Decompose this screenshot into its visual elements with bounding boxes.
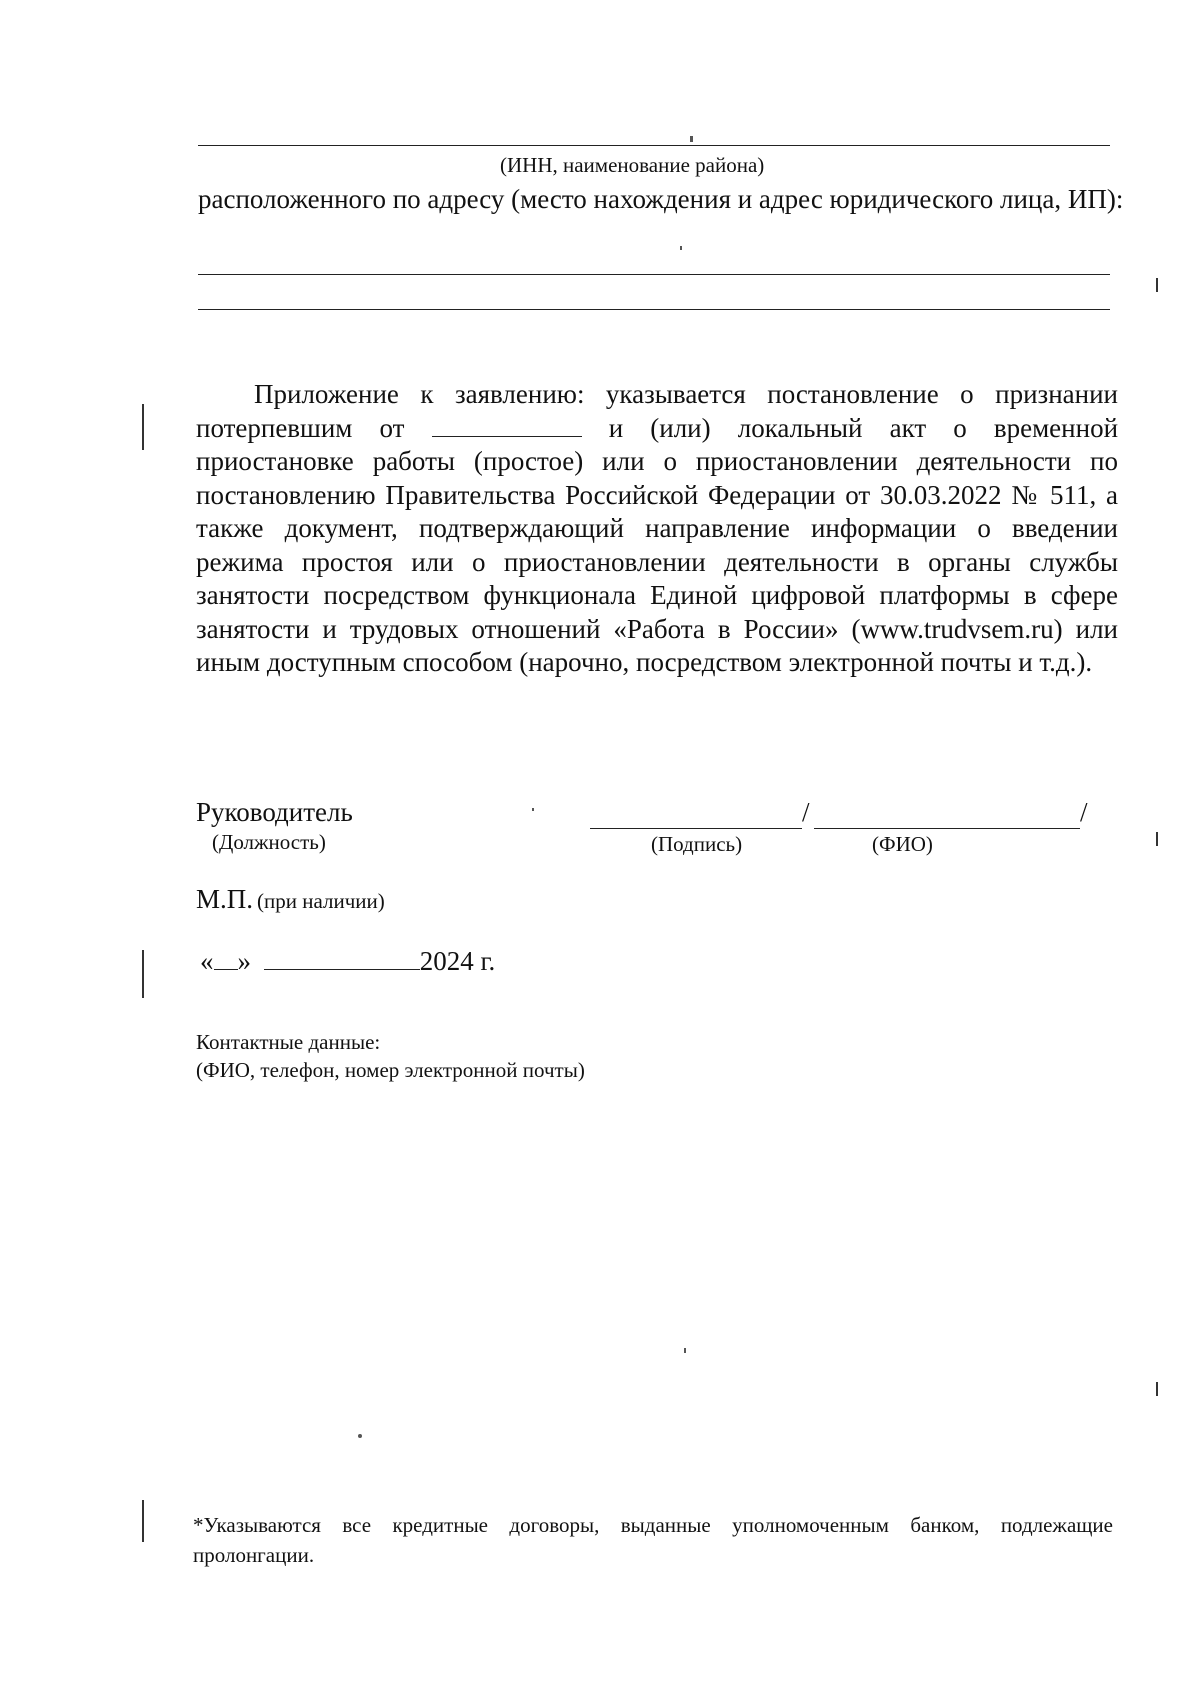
stamp-block xyxy=(196,884,385,915)
scan-speck xyxy=(358,1434,362,1438)
name-separator: / xyxy=(1080,797,1088,827)
scan-speck xyxy=(680,246,682,250)
footnote: *Указываются все кредитные договоры, выданные уполномоченным банком, подлежащие пролонгации. xyxy=(193,1513,1113,1567)
attachment-text-end: и (или) локальный акт о временной приостановке работы (простое) или о приостановлении деятельности по постановлению Правительства Российской Федерации от 30.03.2022 № 511, а также документ, подтверждающий направление информации о введении режима простоя или о приостановлении деятельности в органы службы занятости посредством функционала Единой цифровой платформы в сфере занятости и трудовых отношений «Работа в России» (www.trudvsem.ru) или иным доступным способом (нарочно, посредством электронной почты и т.д.). xyxy=(196,412,1119,677)
address-label: расположенного по адресу (место нахождения и адрес юридического лица, ИП): xyxy=(198,184,1124,214)
address-line-1 xyxy=(198,274,1110,275)
attachment-text-start: Приложение к заявлению: указывается постановление о признании потерпевшим от xyxy=(196,379,1118,443)
scan-edge-mark xyxy=(142,404,144,450)
position-label: Руководитель xyxy=(196,797,353,827)
scan-edge-mark xyxy=(1156,278,1158,292)
name-caption: (ФИО) xyxy=(872,832,933,856)
contacts-caption: (ФИО, телефон, номер электронной почты) xyxy=(196,1058,585,1082)
scan-speck xyxy=(532,808,534,811)
attachment-paragraph xyxy=(196,378,1118,680)
inn-line xyxy=(198,145,1110,146)
scan-edge-mark xyxy=(1156,832,1158,846)
position-caption: (Должность) xyxy=(212,830,326,854)
day-blank xyxy=(214,949,238,970)
date-year: 2024 г. xyxy=(419,946,496,976)
scan-edge-mark xyxy=(1156,1382,1158,1396)
date-open-quote: « xyxy=(200,946,214,976)
name-line xyxy=(814,828,1080,829)
signature-line xyxy=(590,828,802,829)
scan-edge-mark xyxy=(142,950,144,998)
victim-blank-line xyxy=(432,414,582,437)
contacts-label: Контактные данные: xyxy=(196,1030,381,1054)
signature-caption: (Подпись) xyxy=(651,832,743,856)
month-blank xyxy=(264,949,420,970)
address-line-2 xyxy=(198,309,1110,310)
stamp-note: (при наличии) xyxy=(257,889,385,913)
scan-speck xyxy=(684,1348,686,1353)
date-close-quote: » xyxy=(237,946,251,976)
inn-caption: (ИНН, наименование района) xyxy=(500,153,765,177)
date-block xyxy=(200,946,495,977)
scan-speck xyxy=(690,136,693,142)
scan-edge-mark xyxy=(142,1500,144,1542)
stamp-label: М.П. xyxy=(196,884,254,914)
signature-separator: / xyxy=(802,797,810,827)
